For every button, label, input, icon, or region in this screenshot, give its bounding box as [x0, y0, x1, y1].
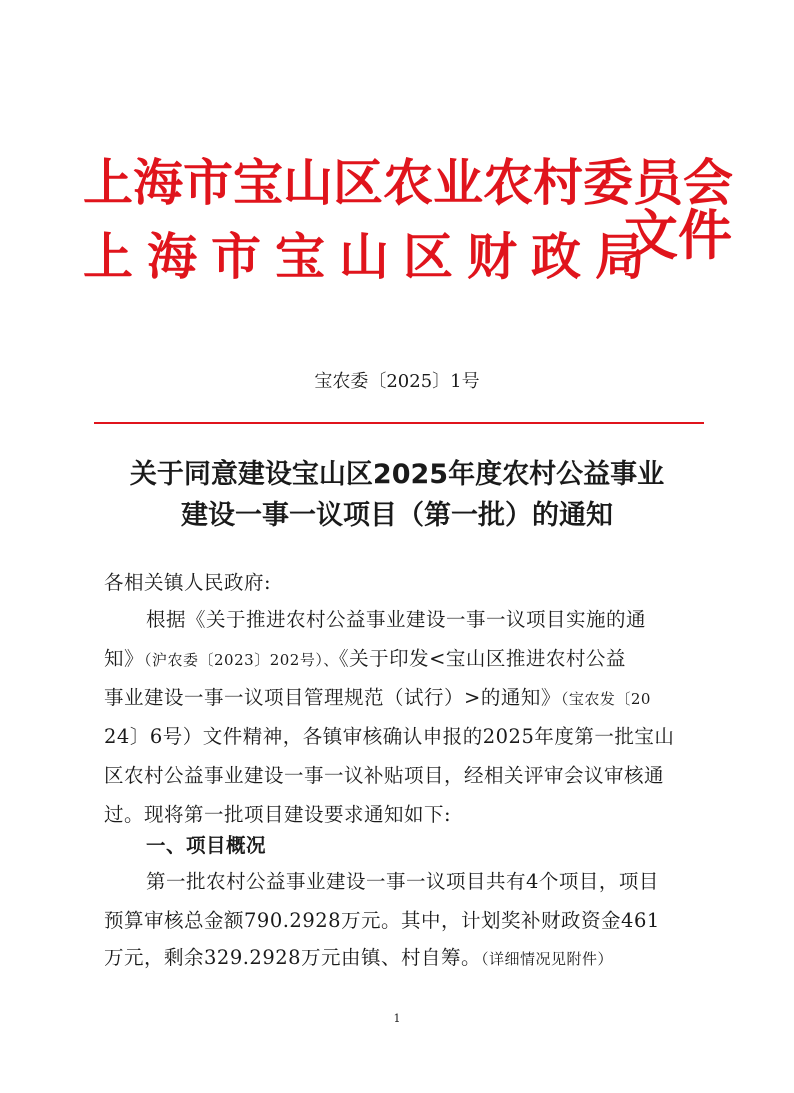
paragraph-2-line-1: 第一批农村公益事业建设一事一议项目共有4个项目，项目	[146, 870, 659, 893]
paragraph-1-line-1: 根据《关于推进农村公益事业建设一事一议项目实施的通	[146, 608, 647, 631]
issuer-line-1: 上海市宝山区农业农村委员会	[83, 153, 733, 212]
paragraph-1-line-5: 区农村公益事业建设一事一议补贴项目，经相关评审会议审核通	[104, 764, 665, 787]
page-number: 1	[393, 1012, 401, 1025]
paragraph-1-line-2-part-b: （沪农委〔2023〕202号）、	[144, 651, 339, 669]
red-divider	[94, 422, 704, 424]
paragraph-1-line-3-part-a: 事业建设一事一议项目管理规范（试行）>的通知》	[104, 686, 561, 709]
notice-title-line-1: 关于同意建设宝山区2025年度农村公益事业	[129, 459, 665, 490]
section-heading-1: 一、项目概况	[146, 834, 267, 857]
paragraph-2-line-3-part-b: （详细情况见附件）	[481, 950, 614, 968]
paragraph-1-line-2-part-a: 知》	[104, 647, 145, 670]
paragraph-2-line-3	[104, 942, 613, 970]
paragraph-1-line-6: 过。现将第一批项目建设要求通知如下:	[104, 803, 452, 826]
paragraph-1-line-4: 24〕6号）文件精神，各镇审核确认申报的2025年度第一批宝山	[104, 725, 675, 748]
document-suffix: 文件	[624, 203, 732, 267]
paragraph-2-line-3-part-a: 万元，剩余329.2928万元由镇、村自筹。	[104, 946, 482, 969]
paragraph-2-line-2: 预算审核总金额790.2928万元。其中，计划奖补财政资金461	[104, 909, 660, 932]
paragraph-1-line-2-part-c: 《关于印发<宝山区推进农村公益	[338, 647, 626, 670]
paragraph-1-line-3-part-b: （宝农发〔20	[560, 690, 651, 708]
salutation: 各相关镇人民政府:	[104, 571, 272, 594]
paragraph-1-line-2	[104, 643, 626, 671]
issuer-line-2: 上海市宝山区财政局	[83, 227, 659, 286]
notice-title-line-2: 建设一事一议项目（第一批）的通知	[181, 500, 613, 531]
paragraph-1-line-3	[104, 682, 651, 710]
document-number: 宝农委〔2025〕1号	[314, 371, 480, 392]
